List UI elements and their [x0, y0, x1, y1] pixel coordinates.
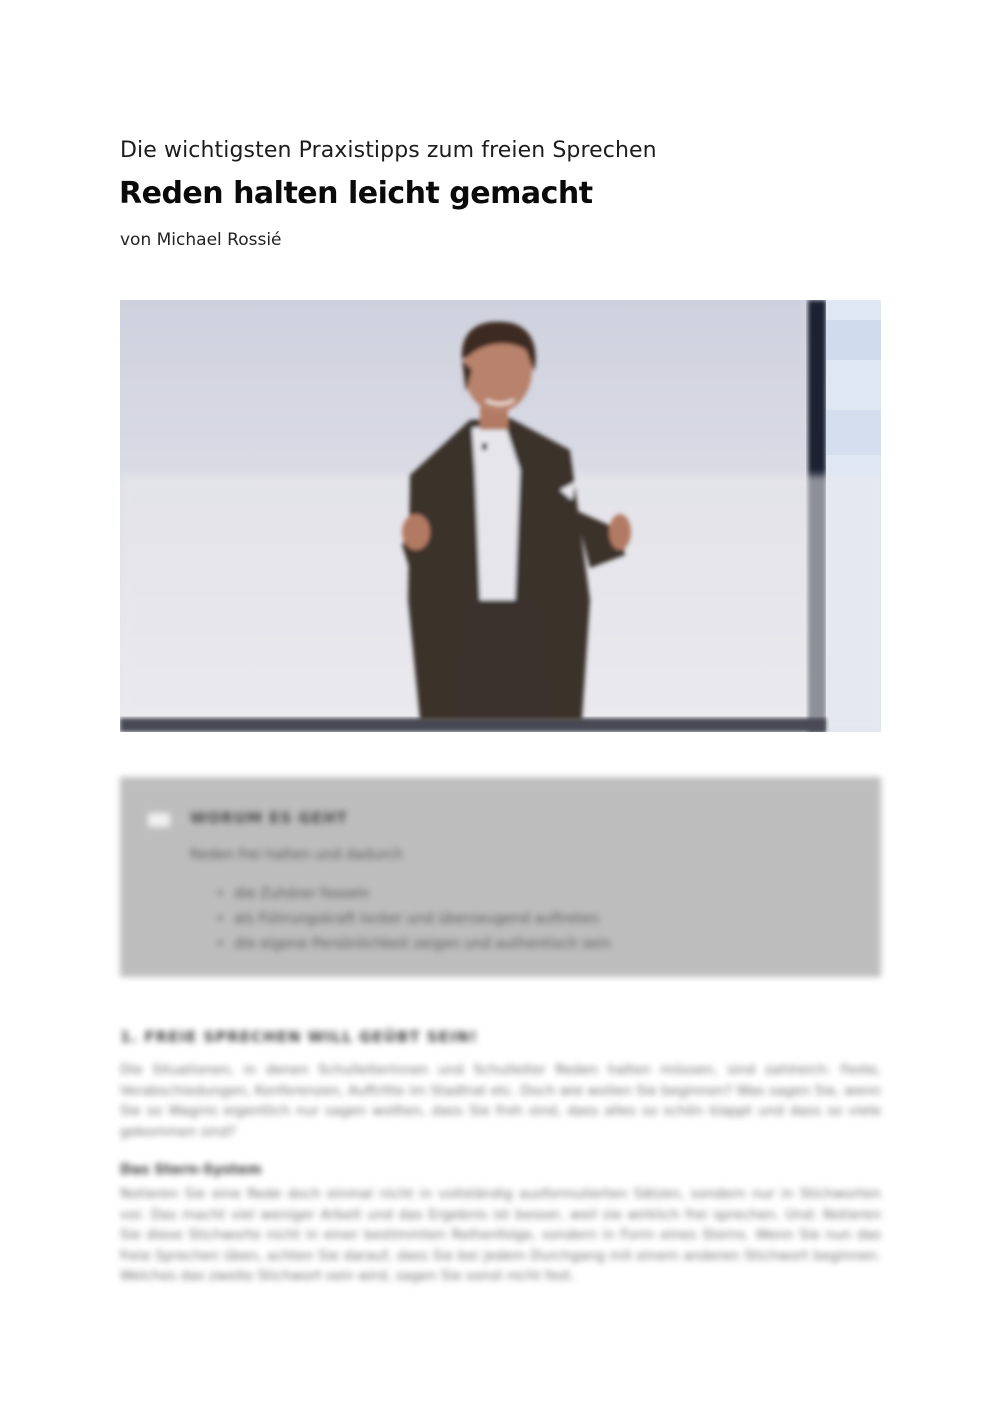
- info-box-badge: [148, 813, 170, 827]
- list-item: • die eigene Persönlichkeit zeigen und authentisch sein: [216, 932, 611, 957]
- body-paragraph: Notieren Sie eine Rede doch einmal nicht in vollständig ausformulierten Sätzen, sondern nur in Stichworten vor. Das macht viel weniger Arbeit und das Ergebnis ist besser, weil sie wirklich frei sprechen. Und: Notieren Sie diese Stichworte nicht in einer bestimmten Reihenfolge, sondern in Form eines Sterns. Wenn Sie nun das freie Sprechen üben, achten Sie darauf, dass Sie bei jedem Durchgang mit einem anderen Stichwort beginnen. Welches das zweite Stichwort sein wird, sagen Sie sonst nicht fest.: [120, 1186, 881, 1284]
- body-paragraph: Die Situationen, in denen Schulleiterinnen und Schulleiter Reden halten müssen, sind zahlreich: Feste, Verabschiedungen, Konferenzen, Auftritte im Stadtrat etc. Doch wie wollen Sie beginnen? Was sagen Sie, wenn Sie so Wagnis eigentlich nur sagen wollten, dass Sie froh sind, dass alles so schön klappt und dass so viele gekommen sind?: [120, 1062, 881, 1140]
- info-box: [120, 777, 881, 977]
- list-item: • die Zuhörer fesseln: [216, 882, 611, 907]
- article-author: von Michael Rossié: [120, 230, 282, 250]
- speaker-photo: [120, 300, 881, 732]
- info-box-intro: Reden frei halten und dadurch: [190, 847, 403, 863]
- list-item: • als Führungskraft locker und überzeugend auftreten: [216, 907, 611, 932]
- section-heading: 1. FREIE SPRECHEN WILL GEÜBT SEIN!: [120, 1028, 478, 1046]
- info-box-list: [216, 882, 611, 957]
- section-subheading: Das Stern-System: [120, 1162, 262, 1178]
- info-box-heading: WORUM ES GEHT: [190, 809, 348, 827]
- speaker-photo-illustration: [120, 300, 881, 732]
- article-title: Reden halten leicht gemacht: [119, 176, 593, 211]
- article-kicker: Die wichtigsten Praxistipps zum freien Sprechen: [120, 138, 657, 163]
